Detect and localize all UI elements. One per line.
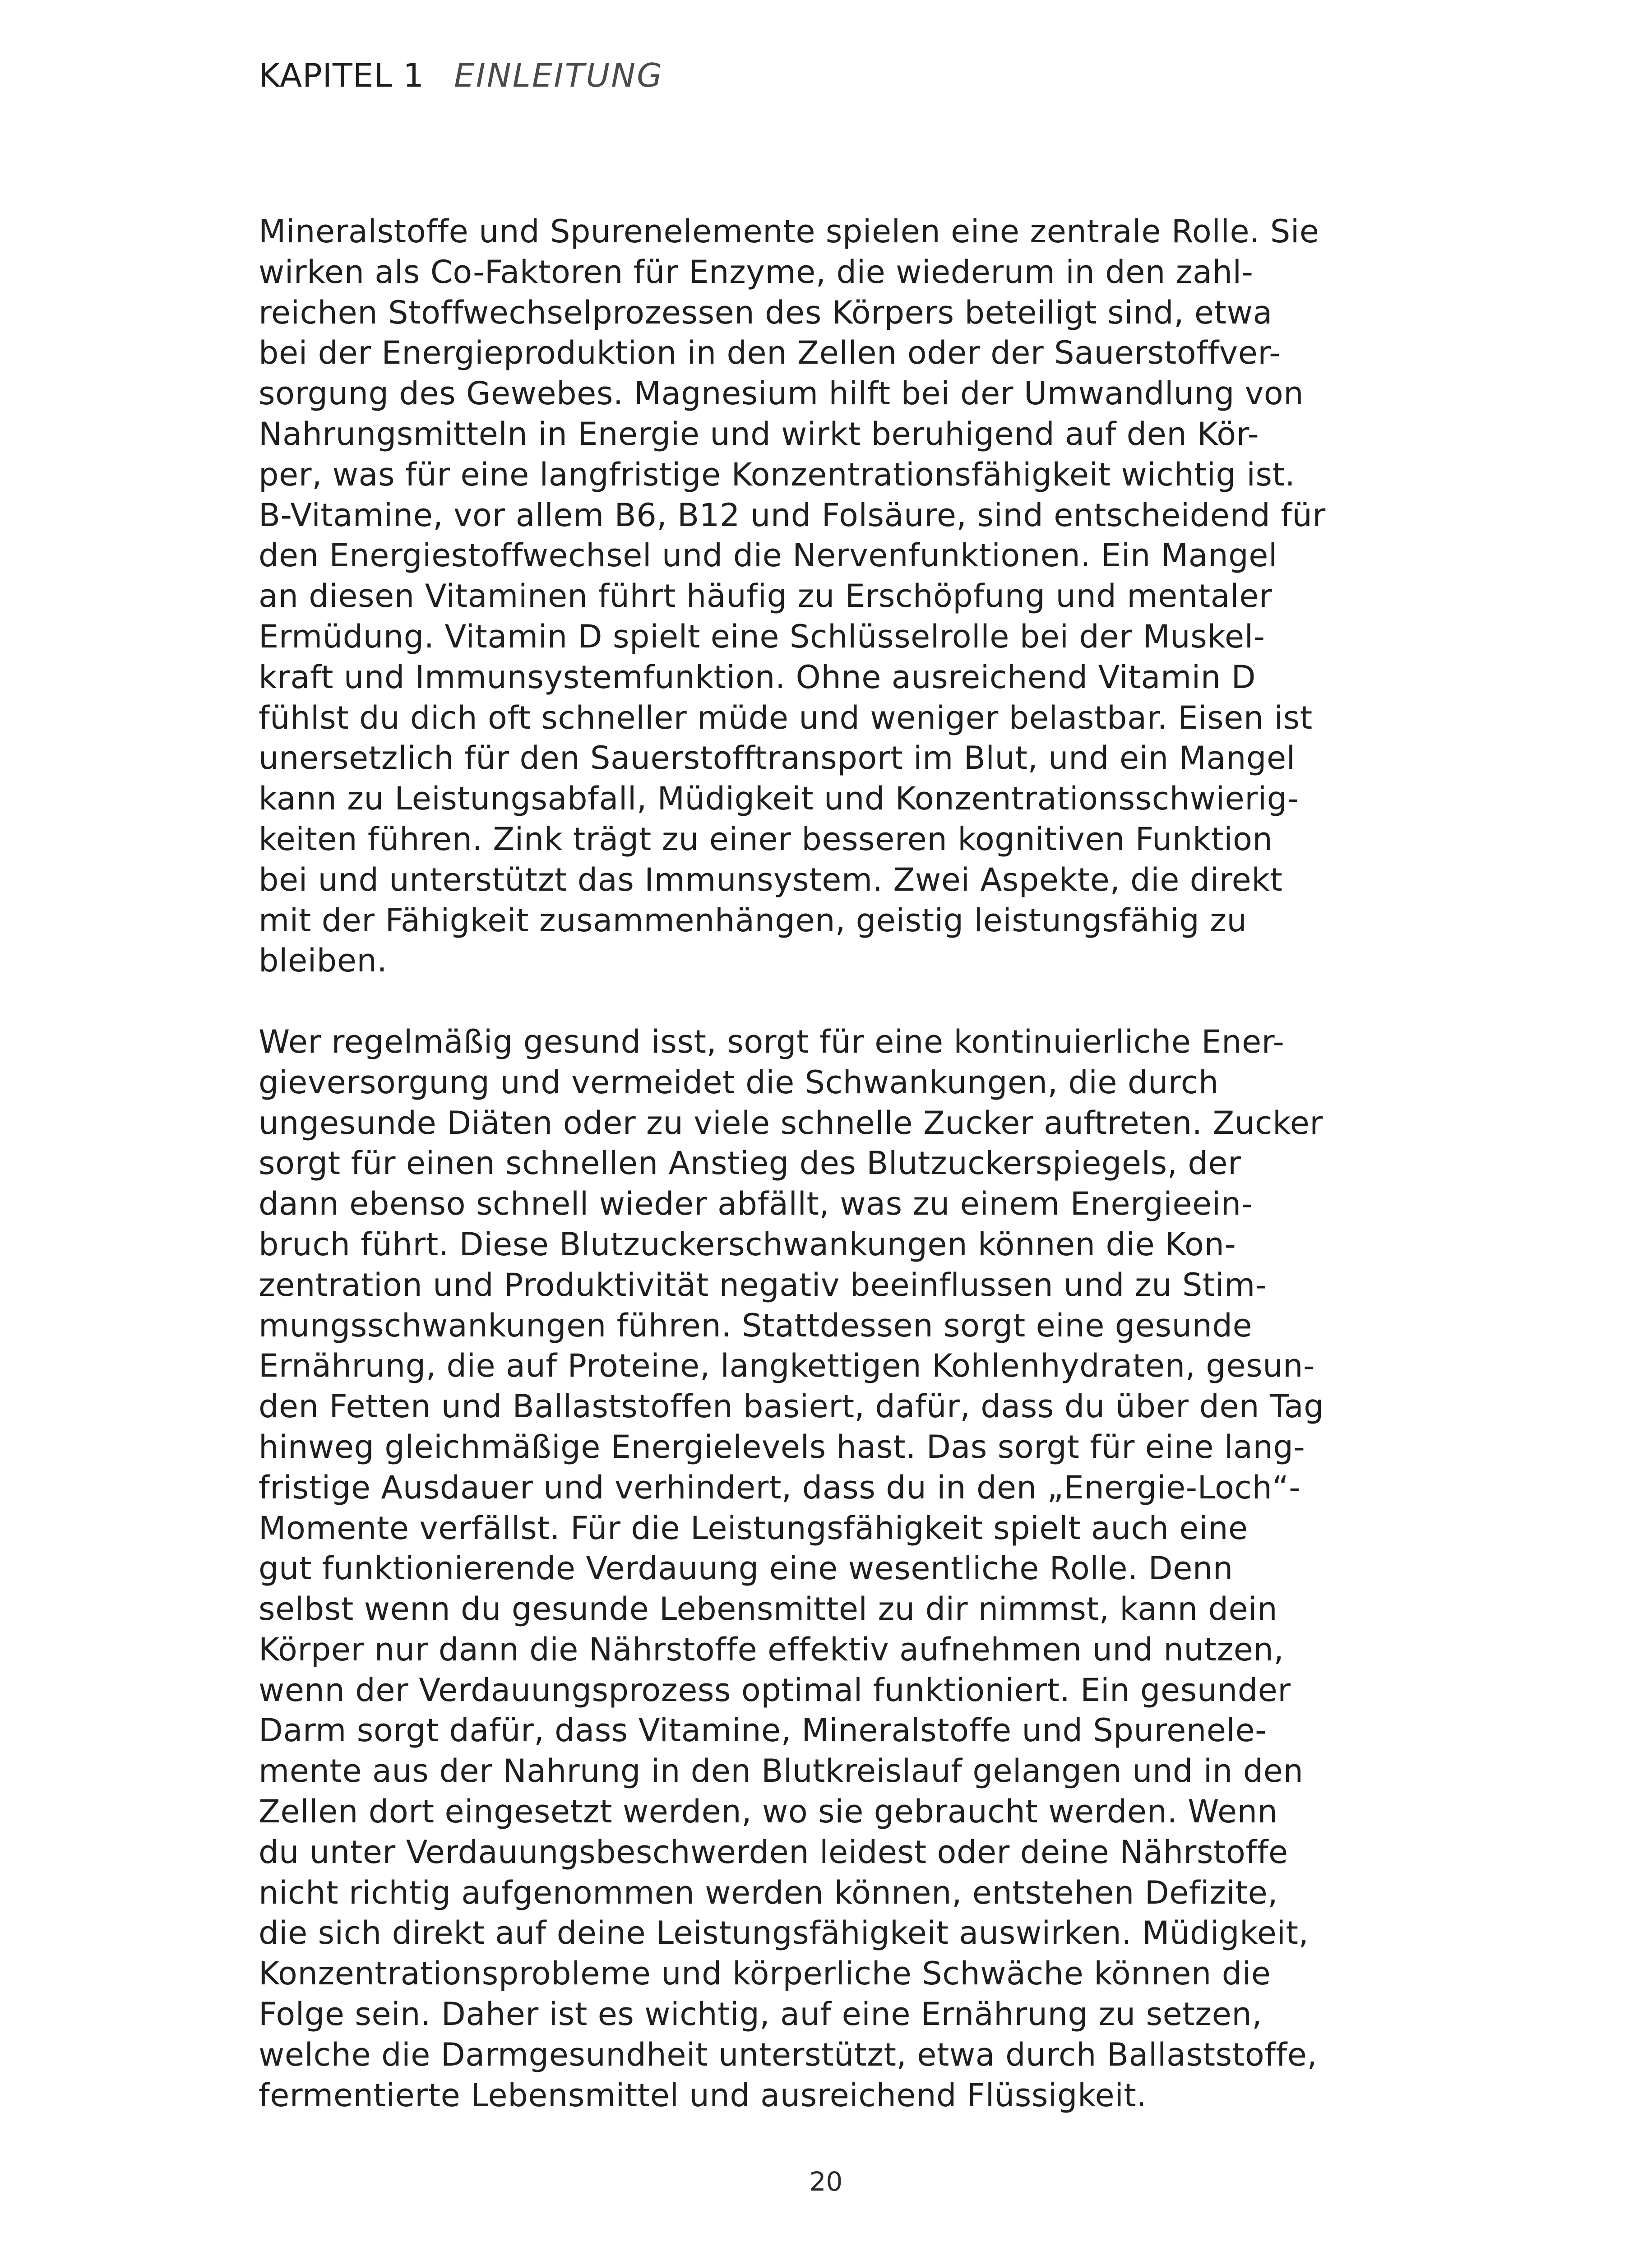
text-line: Konzentrationsprobleme und körperliche Schwäche können die [259, 1955, 1271, 1992]
text-line: den Energiestoffwechsel und die Nervenfunktionen. Ein Mangel [259, 537, 1277, 574]
text-line: gieversorgung und vermeidet die Schwankungen, die durch [259, 1063, 1219, 1101]
text-line: bei und unterstützt das Immunsystem. Zwei Aspekte, die direkt [259, 861, 1283, 898]
text-line: wirken als Co-Faktoren für Enzyme, die wiederum in den zahl- [259, 253, 1254, 291]
text-line: bleiben. [259, 942, 388, 980]
text-line: unersetzlich für den Sauerstofftransport im Blut, und ein Mangel [259, 740, 1296, 777]
text-line: kraft und Immunsystemfunktion. Ohne ausreichend Vitamin D [259, 658, 1256, 696]
text-line: reichen Stoffwechselprozessen des Körpers beteiligt sind, etwa [259, 294, 1273, 331]
text-line: zentration und Produktivität negativ beeinflussen und zu Stim- [259, 1266, 1267, 1304]
text-line: bei der Energieproduktion in den Zellen oder der Sauerstoffver- [259, 334, 1281, 372]
text-line: Mineralstoffe und Spurenelemente spielen eine zentrale Rolle. Sie [259, 213, 1319, 250]
text-line: Folge sein. Daher ist es wichtig, auf eine Ernährung zu setzen, [259, 1996, 1263, 2033]
text-line: Ernährung, die auf Proteine, langkettigen Kohlenhydraten, gesun- [259, 1347, 1315, 1385]
text-line: Ermüdung. Vitamin D spielt eine Schlüsselrolle bei der Muskel- [259, 618, 1265, 655]
text-line: Körper nur dann die Nährstoffe effektiv aufnehmen und nutzen, [259, 1631, 1284, 1668]
text-line: kann zu Leistungsabfall, Müdigkeit und Konzentrationsschwierig- [259, 780, 1299, 818]
text-line: mit der Fähigkeit zusammenhängen, geistig leistungsfähig zu [259, 901, 1247, 939]
text-line: fühlst du dich oft schneller müde und weniger belastbar. Eisen ist [259, 699, 1313, 736]
text-line: selbst wenn du gesunde Lebensmittel zu dir nimmst, kann dein [259, 1590, 1278, 1628]
text-line: nicht richtig aufgenommen werden können, entstehen Defizite, [259, 1874, 1278, 1911]
text-line: an diesen Vitaminen führt häufig zu Erschöpfung und mentaler [259, 578, 1273, 615]
text-line: Zellen dort eingesetzt werden, wo sie gebraucht werden. Wenn [259, 1793, 1278, 1831]
text-line: hinweg gleichmäßige Energielevels hast. Das sorgt für eine lang- [259, 1428, 1305, 1465]
text-line: gut funktionierende Verdauung eine wesentliche Rolle. Denn [259, 1550, 1233, 1587]
text-line: bruch führt. Diese Blutzuckerschwankungen können die Kon- [259, 1225, 1236, 1263]
text-line: die sich direkt auf deine Leistungsfähigkeit auswirken. Müdigkeit, [259, 1914, 1309, 1952]
text-line: sorgt für einen schnellen Anstieg des Blutzuckerspiegels, der [259, 1145, 1241, 1182]
text-line: mente aus der Nahrung in den Blutkreislauf gelangen und in den [259, 1752, 1304, 1790]
text-line: Momente verfällst. Für die Leistungsfähigkeit spielt auch eine [259, 1509, 1248, 1547]
text-line: fristige Ausdauer und verhindert, dass du in den „Energie-Loch“- [259, 1469, 1301, 1506]
running-header [259, 55, 663, 96]
text-line: mungsschwankungen führen. Stattdessen sorgt eine gesunde [259, 1307, 1253, 1344]
page-number: 20 [809, 2166, 843, 2197]
text-line: keiten führen. Zink trägt zu einer besseren kognitiven Funktion [259, 820, 1273, 858]
chapter-title: EINLEITUNG [454, 56, 663, 94]
body-text [259, 212, 1389, 2116]
text-line: per, was für eine langfristige Konzentrationsfähigkeit wichtig ist. [259, 456, 1296, 493]
text-line: dann ebenso schnell wieder abfällt, was zu einem Energieein- [259, 1185, 1253, 1223]
chapter-number: KAPITEL 1 [259, 56, 425, 94]
text-line: ungesunde Diäten oder zu viele schnelle Zucker auftreten. Zucker [259, 1104, 1323, 1142]
text-line: den Fetten und Ballaststoffen basiert, dafür, dass du über den Tag [259, 1388, 1324, 1425]
paragraph [259, 212, 1389, 981]
text-line: sorgung des Gewebes. Magnesium hilft bei der Umwandlung von [259, 375, 1304, 412]
text-line: welche die Darmgesundheit unterstützt, etwa durch Ballaststoffe, [259, 2036, 1318, 2073]
text-line: fermentierte Lebensmittel und ausreichend Flüssigkeit. [259, 2076, 1147, 2114]
text-line: du unter Verdauungsbeschwerden leidest oder deine Nährstoffe [259, 1833, 1288, 1871]
text-line: wenn der Verdauungsprozess optimal funktioniert. Ein gesunder [259, 1671, 1291, 1709]
text-line: B-Vitamine, vor allem B6, B12 und Folsäure, sind entscheidend für [259, 496, 1326, 534]
text-line: Nahrungsmitteln in Energie und wirkt beruhigend auf den Kör- [259, 415, 1259, 453]
text-line: Wer regelmäßig gesund isst, sorgt für eine kontinuierliche Ener- [259, 1023, 1285, 1060]
paragraph-gap [259, 981, 1389, 1022]
paragraph [259, 1022, 1389, 2116]
text-line: Darm sorgt dafür, dass Vitamine, Mineralstoffe und Spurenele- [259, 1712, 1267, 1749]
